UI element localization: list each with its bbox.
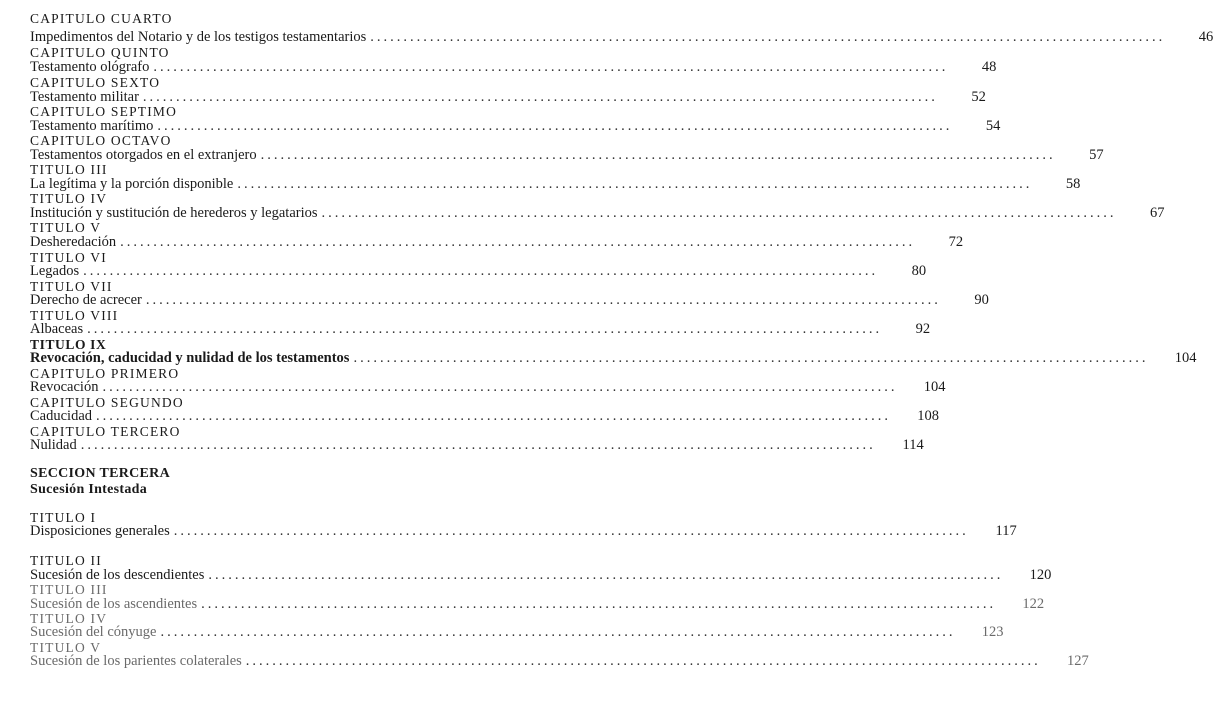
toc-page-number: 48 [981,59,997,75]
toc-entry [30,653,1089,669]
toc-entry [30,29,1213,45]
dot-leader: ........................................................................................................................ [173,523,969,539]
toc-page-number: 52 [971,89,986,105]
toc-entry-title: Revocación, caducidad y nulidad de los testamentos [30,350,350,366]
toc-entry-title: Impedimentos del Notario y de los testigos testamentarios [30,29,367,45]
toc-entry [30,350,1197,366]
dot-leader: ........................................................................................................................ [353,350,1149,366]
toc-page-number: 57 [1089,147,1104,163]
toc-page-number: 46 [1198,29,1213,45]
dot-leader: ........................................................................................................................ [260,147,1056,163]
toc-page-number: 108 [917,408,940,424]
toc-entry-title: Caducidad [30,408,93,424]
toc-page-number: 104 [923,379,946,395]
toc-entry [30,176,1081,192]
toc-heading: TITULO IV [30,191,108,206]
dot-leader: ........................................................................................................................ [120,234,916,250]
toc-entry-title: Testamento marítimo [30,118,154,134]
toc-entry [30,118,1001,134]
toc-entry [30,523,1017,539]
toc-entry [30,205,1165,221]
dot-leader: ........................................................................................................................ [201,596,997,612]
toc-entry-title: La legítima y la porción disponible [30,176,234,192]
toc-heading: CAPITULO TERCERO [30,424,181,439]
toc-page-number: 122 [1022,596,1045,612]
dot-leader: ........................................................................................................................ [102,379,898,395]
toc-entry [30,292,989,308]
dot-leader: ........................................................................................................................ [157,118,953,134]
toc-heading: TITULO III [30,582,108,597]
toc-entry [30,321,931,337]
toc-entry-title: Derecho de acrecer [30,292,142,308]
toc-heading: CAPITULO QUINTO [30,45,170,60]
toc-page-number: 123 [981,624,1004,640]
toc-page-number: 67 [1150,205,1165,221]
toc-page-number: 114 [902,437,924,453]
dot-leader: ........................................................................................................................ [80,437,876,453]
toc-page-number: 127 [1067,653,1089,669]
toc-entry [30,59,997,75]
toc-heading: TITULO II [30,553,102,568]
toc-entry [30,147,1104,163]
toc-page-number: 117 [995,523,1017,539]
toc-heading: TITULO I [30,510,97,525]
toc-entry [30,89,986,105]
toc-entry [30,234,964,250]
toc-heading: TITULO VII [30,279,113,294]
toc-entry-title: Testamento militar [30,89,139,105]
toc-page-number: 80 [911,263,927,279]
toc-heading: CAPITULO PRIMERO [30,366,180,381]
toc-entry-title: Revocación [30,379,99,395]
dot-leader: ........................................................................................................................ [370,29,1166,45]
toc-heading: CAPITULO OCTAVO [30,133,172,148]
toc-entry-title: Disposiciones generales [30,523,170,539]
toc-page-number: 104 [1174,350,1197,366]
toc-entry [30,596,1045,612]
toc-heading: TITULO V [30,640,102,655]
toc-heading: TITULO VIII [30,308,119,323]
toc-heading: CAPITULO SEGUNDO [30,395,184,410]
toc-entry-title: Testamento ológrafo [30,59,150,75]
section-title: SECCION TERCERA [30,466,170,481]
dot-leader: ........................................................................................................................ [208,567,1004,583]
toc-heading: CAPITULO SEPTIMO [30,104,178,119]
dot-leader: ........................................................................................................................ [145,292,941,308]
toc-heading: TITULO III [30,162,108,177]
toc-entry-title: Sucesión del cónyuge [30,624,157,640]
toc-page-number: 54 [985,118,1001,134]
toc-entry-title: Sucesión de los ascendientes [30,596,198,612]
dot-leader: ........................................................................................................................ [83,263,879,279]
dot-leader: ........................................................................................................................ [245,653,1041,669]
toc-entry-title: Desheredación [30,234,117,250]
toc-page-number: 90 [974,292,989,308]
toc-entry-title: Sucesión de los descendientes [30,567,205,583]
toc-heading: TITULO IX [30,337,107,352]
toc-heading: TITULO V [30,220,102,235]
toc-entry [30,408,940,424]
toc-heading: TITULO VI [30,250,107,265]
dot-leader: ........................................................................................................................ [87,321,883,337]
toc-entry-title: Albaceas [30,321,84,337]
section-title: Sucesión Intestada [30,482,148,497]
toc-entry [30,437,924,453]
toc-entry-title: Institución y sustitución de herederos y legatarios [30,205,318,221]
toc-heading: CAPITULO SEXTO [30,75,161,90]
toc-heading: CAPITULO CUARTO [30,11,173,26]
dot-leader: ........................................................................................................................ [153,59,949,75]
toc-heading: TITULO IV [30,611,108,626]
dot-leader: ........................................................................................................................ [142,89,938,105]
dot-leader: ........................................................................................................................ [160,624,956,640]
toc-entry-title: Sucesión de los parientes colaterales [30,653,242,669]
toc-entry-title: Legados [30,263,80,279]
toc-entry-title: Nulidad [30,437,77,453]
dot-leader: ........................................................................................................................ [321,205,1117,221]
toc-entry-title: Testamentos otorgados en el extranjero [30,147,257,163]
toc-entry [30,379,946,395]
toc-page-number: 92 [915,321,931,337]
dot-leader: ........................................................................................................................ [237,176,1033,192]
dot-leader: ........................................................................................................................ [96,408,892,424]
toc-page-number: 120 [1029,567,1052,583]
toc-entry [30,567,1052,583]
toc-page-number: 58 [1065,176,1081,192]
toc-entry [30,624,1004,640]
toc-entry [30,263,927,279]
toc-page-number: 72 [948,234,964,250]
